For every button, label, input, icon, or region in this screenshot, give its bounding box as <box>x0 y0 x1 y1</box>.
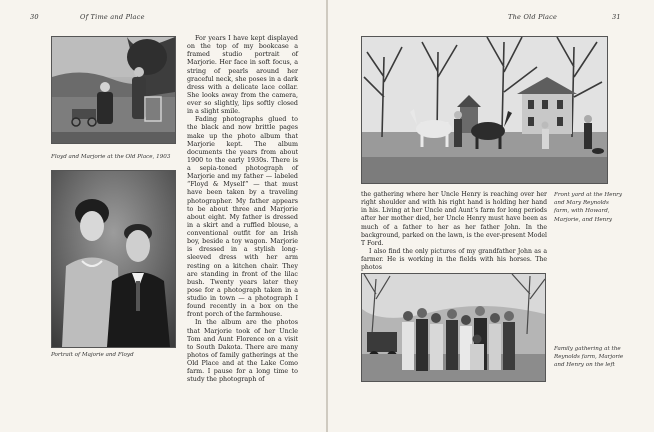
left-body-text <box>187 35 298 384</box>
caption-portrait-majorie-floyd: Portrait of Majorie and Floyd <box>51 352 134 358</box>
left-paragraph-1: For years I have kept displayed on the top of my bookcase a framed studio portrait of Marjorie. Her face in soft focus, a string of pearls around her graceful neck, she poses in a dark dress with a delicate lace collar. She looks away from the camera, ever so slightly, lips softly closed in a slight smile. <box>187 35 298 116</box>
caption-floyd-marjorie-1903: Floyd and Marjorie at the Old Place, 1903 <box>51 154 171 160</box>
caption-reynolds-family-gathering: Family gathering at the Reynolds farm, Marjorie and Henry on the left <box>554 346 624 369</box>
left-running-head: Of Time and Place <box>80 13 145 21</box>
left-page-number: 30 <box>30 13 39 21</box>
left-paragraph-2: Fading photographs glued to the black and now brittle pages make up the photo album that Marjorie kept. The album documents the years from about 1900 to the early 1930s. There is a sepia-toned photograph of Marjorie and my father — labeled “Floyd & Myself” — that must have been taken by a traveling photographer. My father appears to be about three and Marjorie about eight. My father is dressed in a skirt and a ruffled blouse, a conventional outfit for an Irish boy, beside a toy wagon. Marjorie is dressed in a stylish long-sleeved dress with her arm resting on a kitchen chair. They are standing in front of the lilac bush. Twenty years later they pose for a photograph taken in a studio in town — a photograph I found recently in a box on the front porch of the farmhouse. <box>187 116 298 319</box>
photo-reynolds-farm-front-yard <box>361 36 608 184</box>
right-paragraph-2: I also find the only pictures of my grandfather John as a farmer. He is working in the fields with his horses. The photos <box>361 247 547 272</box>
right-page-number: 31 <box>612 13 621 21</box>
left-page <box>0 0 326 432</box>
photo-reynolds-farm-front-yard-image <box>362 37 607 183</box>
left-paragraph-3: In the album are the photos that Marjorie took of her Uncle Tom and Aunt Florence on a visit to South Dakota. There are many photos of family gatherings at the Old Place and at the Lake Como farm. I pause for a long time to study the photograph of <box>187 319 298 384</box>
photo-floyd-marjorie-1903-image <box>52 37 175 143</box>
right-running-head: The Old Place <box>508 13 558 21</box>
right-body-text <box>361 191 547 272</box>
photo-portrait-majorie-floyd <box>51 170 176 348</box>
photo-reynolds-family-gathering-image <box>362 274 545 381</box>
photo-reynolds-family-gathering <box>361 273 546 382</box>
caption-reynolds-farm-front-yard: Front yard at the Henry and Mary Reynolds farm, with Howard, Marjorie, and Henry <box>554 192 623 223</box>
right-page <box>328 0 654 432</box>
right-paragraph-1: the gathering where her Uncle Henry is reaching over her right shoulder and with his right hand is holding her hand in his. Living at her Uncle and Aunt’s farm for long periods after her mother died, her Uncle Henry must have been as much of a father to her as her father John. In the background, parked on the lawn, is the ever-present Model T Ford. <box>361 191 547 247</box>
photo-portrait-majorie-floyd-image <box>52 171 175 347</box>
photo-floyd-marjorie-1903 <box>51 36 176 144</box>
